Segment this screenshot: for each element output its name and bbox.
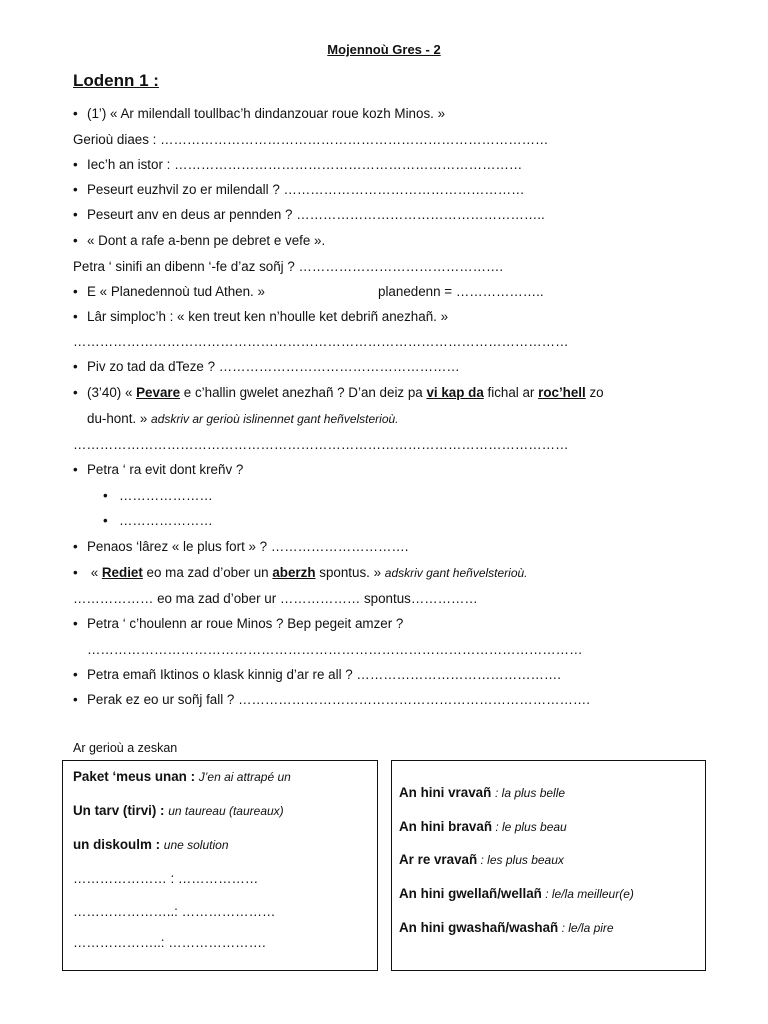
- text-part: «: [87, 565, 102, 580]
- vocab-entry: [399, 852, 564, 867]
- question-text: Petra emañ Iktinos o klask kinnig d’ar re all ? ……………………………………….: [87, 667, 562, 682]
- vocab-entry: [399, 886, 634, 901]
- question-text: « Dont a rafe a-benn pe debret e vefe ».: [87, 233, 326, 248]
- question-7: [73, 259, 503, 274]
- question-11: [73, 385, 604, 400]
- question-3: [73, 157, 522, 172]
- vocab-label: Ar gerioù a zeskan: [73, 741, 178, 755]
- question-15: [73, 616, 403, 631]
- underlined-word: roc’hell: [538, 385, 586, 400]
- answer-line: ……………… eo ma zad d’ober ur ……………… spontus……………: [73, 591, 478, 606]
- question-13: [73, 539, 408, 554]
- vocab-definition: J’en ai attrapé un: [198, 770, 291, 784]
- vocab-term: An hini gwellañ/wellañ: [399, 886, 542, 901]
- vocab-entry: [73, 769, 291, 784]
- vocab-term: An hini bravañ: [399, 819, 493, 834]
- question-16: [73, 667, 561, 682]
- instruction-text: adskriv gant heñvelsterioù.: [384, 566, 528, 580]
- vocab-definition: : le/la meilleur(e): [541, 887, 634, 901]
- vocab-entry: [73, 803, 284, 818]
- question-text: Peseurt anv en deus ar pennden ? ………………………………………………..: [87, 207, 545, 222]
- section-heading: Lodenn 1 :: [73, 71, 159, 90]
- question-9: [73, 309, 448, 324]
- vocab-definition: une solution: [163, 838, 229, 852]
- vocab-plural: (tirvi) :: [119, 803, 169, 818]
- text-part: eo ma zad d’ober un: [142, 565, 273, 580]
- vocab-term: An hini vravañ: [399, 785, 495, 800]
- answer-line: …………………: [119, 513, 213, 528]
- question-text: Piv zo tad da dTeze ? ………………………………………………: [87, 359, 460, 374]
- question-text: Perak ez eo ur soñj fall ? …………………………………………………………………….: [87, 692, 590, 707]
- answer-line: …………………: [119, 488, 213, 503]
- vocab-entry: [73, 837, 229, 852]
- question-10: [73, 359, 460, 374]
- question-4: [73, 182, 525, 197]
- question-text: Petra ‘ sinifi an dibenn ‘-fe d’az soñj ? ……………………………………….: [73, 259, 504, 274]
- vocab-entry: [399, 785, 565, 800]
- question-17: [73, 692, 590, 707]
- vocab-box-left: [62, 760, 378, 971]
- underlined-word: aberzh: [272, 565, 316, 580]
- question-text: Lâr simploc’h : « ken treut ken n’houlle ket debriñ anezhañ. »: [87, 309, 449, 324]
- question-text: Petra ‘ c’houlenn ar roue Minos ? Bep pegeit amzer ?: [87, 616, 404, 631]
- question-12: [73, 462, 243, 477]
- vocab-blank: ………………… : ………………: [73, 871, 259, 886]
- question-11-cont: [87, 411, 399, 426]
- text-part: zo: [585, 385, 604, 400]
- underlined-word: Pevare: [136, 385, 181, 400]
- underlined-word: vi kap da: [426, 385, 484, 400]
- answer-line: …………………………………………………………………………………………………: [73, 437, 569, 452]
- sub-answer: [103, 488, 213, 503]
- question-text: (1’) « Ar milendall toullbac’h dindanzouar roue kozh Minos. »: [87, 106, 446, 121]
- vocab-term: Un tarv: [73, 803, 120, 818]
- vocab-entry: [399, 920, 614, 935]
- question-text: Penaos ‘lârez « le plus fort » ? ………………………….: [87, 539, 409, 554]
- text-part: spontus. »: [315, 565, 385, 580]
- text-part: du-hont. »: [87, 411, 152, 426]
- vocab-definition: : le plus beau: [492, 820, 567, 834]
- answer-line: …………………………………………………………………………………………………: [87, 642, 583, 657]
- question-2: [73, 132, 548, 147]
- question-text: Peseurt euzhvil zo er milendall ? ………………………………………………: [87, 182, 525, 197]
- sub-answer: [103, 513, 213, 528]
- text-part: fichal ar: [483, 385, 539, 400]
- question-8-answer: planedenn = ………………..: [378, 284, 544, 299]
- question-text: E « Planedennoù tud Athen. »: [87, 284, 265, 299]
- page-title: Mojennoù Gres - 2: [327, 42, 441, 57]
- vocab-definition: : la plus belle: [495, 786, 566, 800]
- vocab-definition: : les plus beaux: [477, 853, 564, 867]
- text-part: e c’hallin gwelet anezhañ ? D’an deiz pa: [180, 385, 427, 400]
- question-6: [73, 233, 325, 248]
- vocab-box-right: [391, 760, 706, 971]
- underlined-word: Rediet: [101, 565, 143, 580]
- question-8: [73, 284, 265, 299]
- vocab-term: Ar re vravañ: [399, 852, 478, 867]
- vocab-definition: : le/la pire: [558, 921, 614, 935]
- vocab-term: un diskoulm: [73, 837, 152, 852]
- vocab-definition: un taureau (taureaux): [168, 804, 284, 818]
- vocab-term: An hini gwashañ/washañ: [399, 920, 559, 935]
- vocab-blank: ………………..: ………………….: [73, 935, 266, 950]
- question-1: [73, 106, 445, 121]
- question-14: [73, 565, 528, 580]
- question-5: [73, 207, 545, 222]
- question-text: Petra ‘ ra evit dont kreñv ?: [87, 462, 244, 477]
- vocab-term: Paket ‘meus unan :: [73, 769, 199, 784]
- question-text: Gerioù diaes : ……………………………………………………………………………: [73, 132, 549, 147]
- vocab-blank: …………………..: …………………: [73, 904, 276, 919]
- vocab-entry: [399, 819, 567, 834]
- text-part: (3’40) «: [87, 385, 137, 400]
- answer-line: …………………………………………………………………………………………………: [73, 334, 569, 349]
- vocab-sep: :: [151, 837, 164, 852]
- question-text: Iec’h an istor : ……………………………………………………………………: [87, 157, 523, 172]
- instruction-text: adskriv ar gerioù islinennet gant heñvelsterioù.: [151, 412, 399, 426]
